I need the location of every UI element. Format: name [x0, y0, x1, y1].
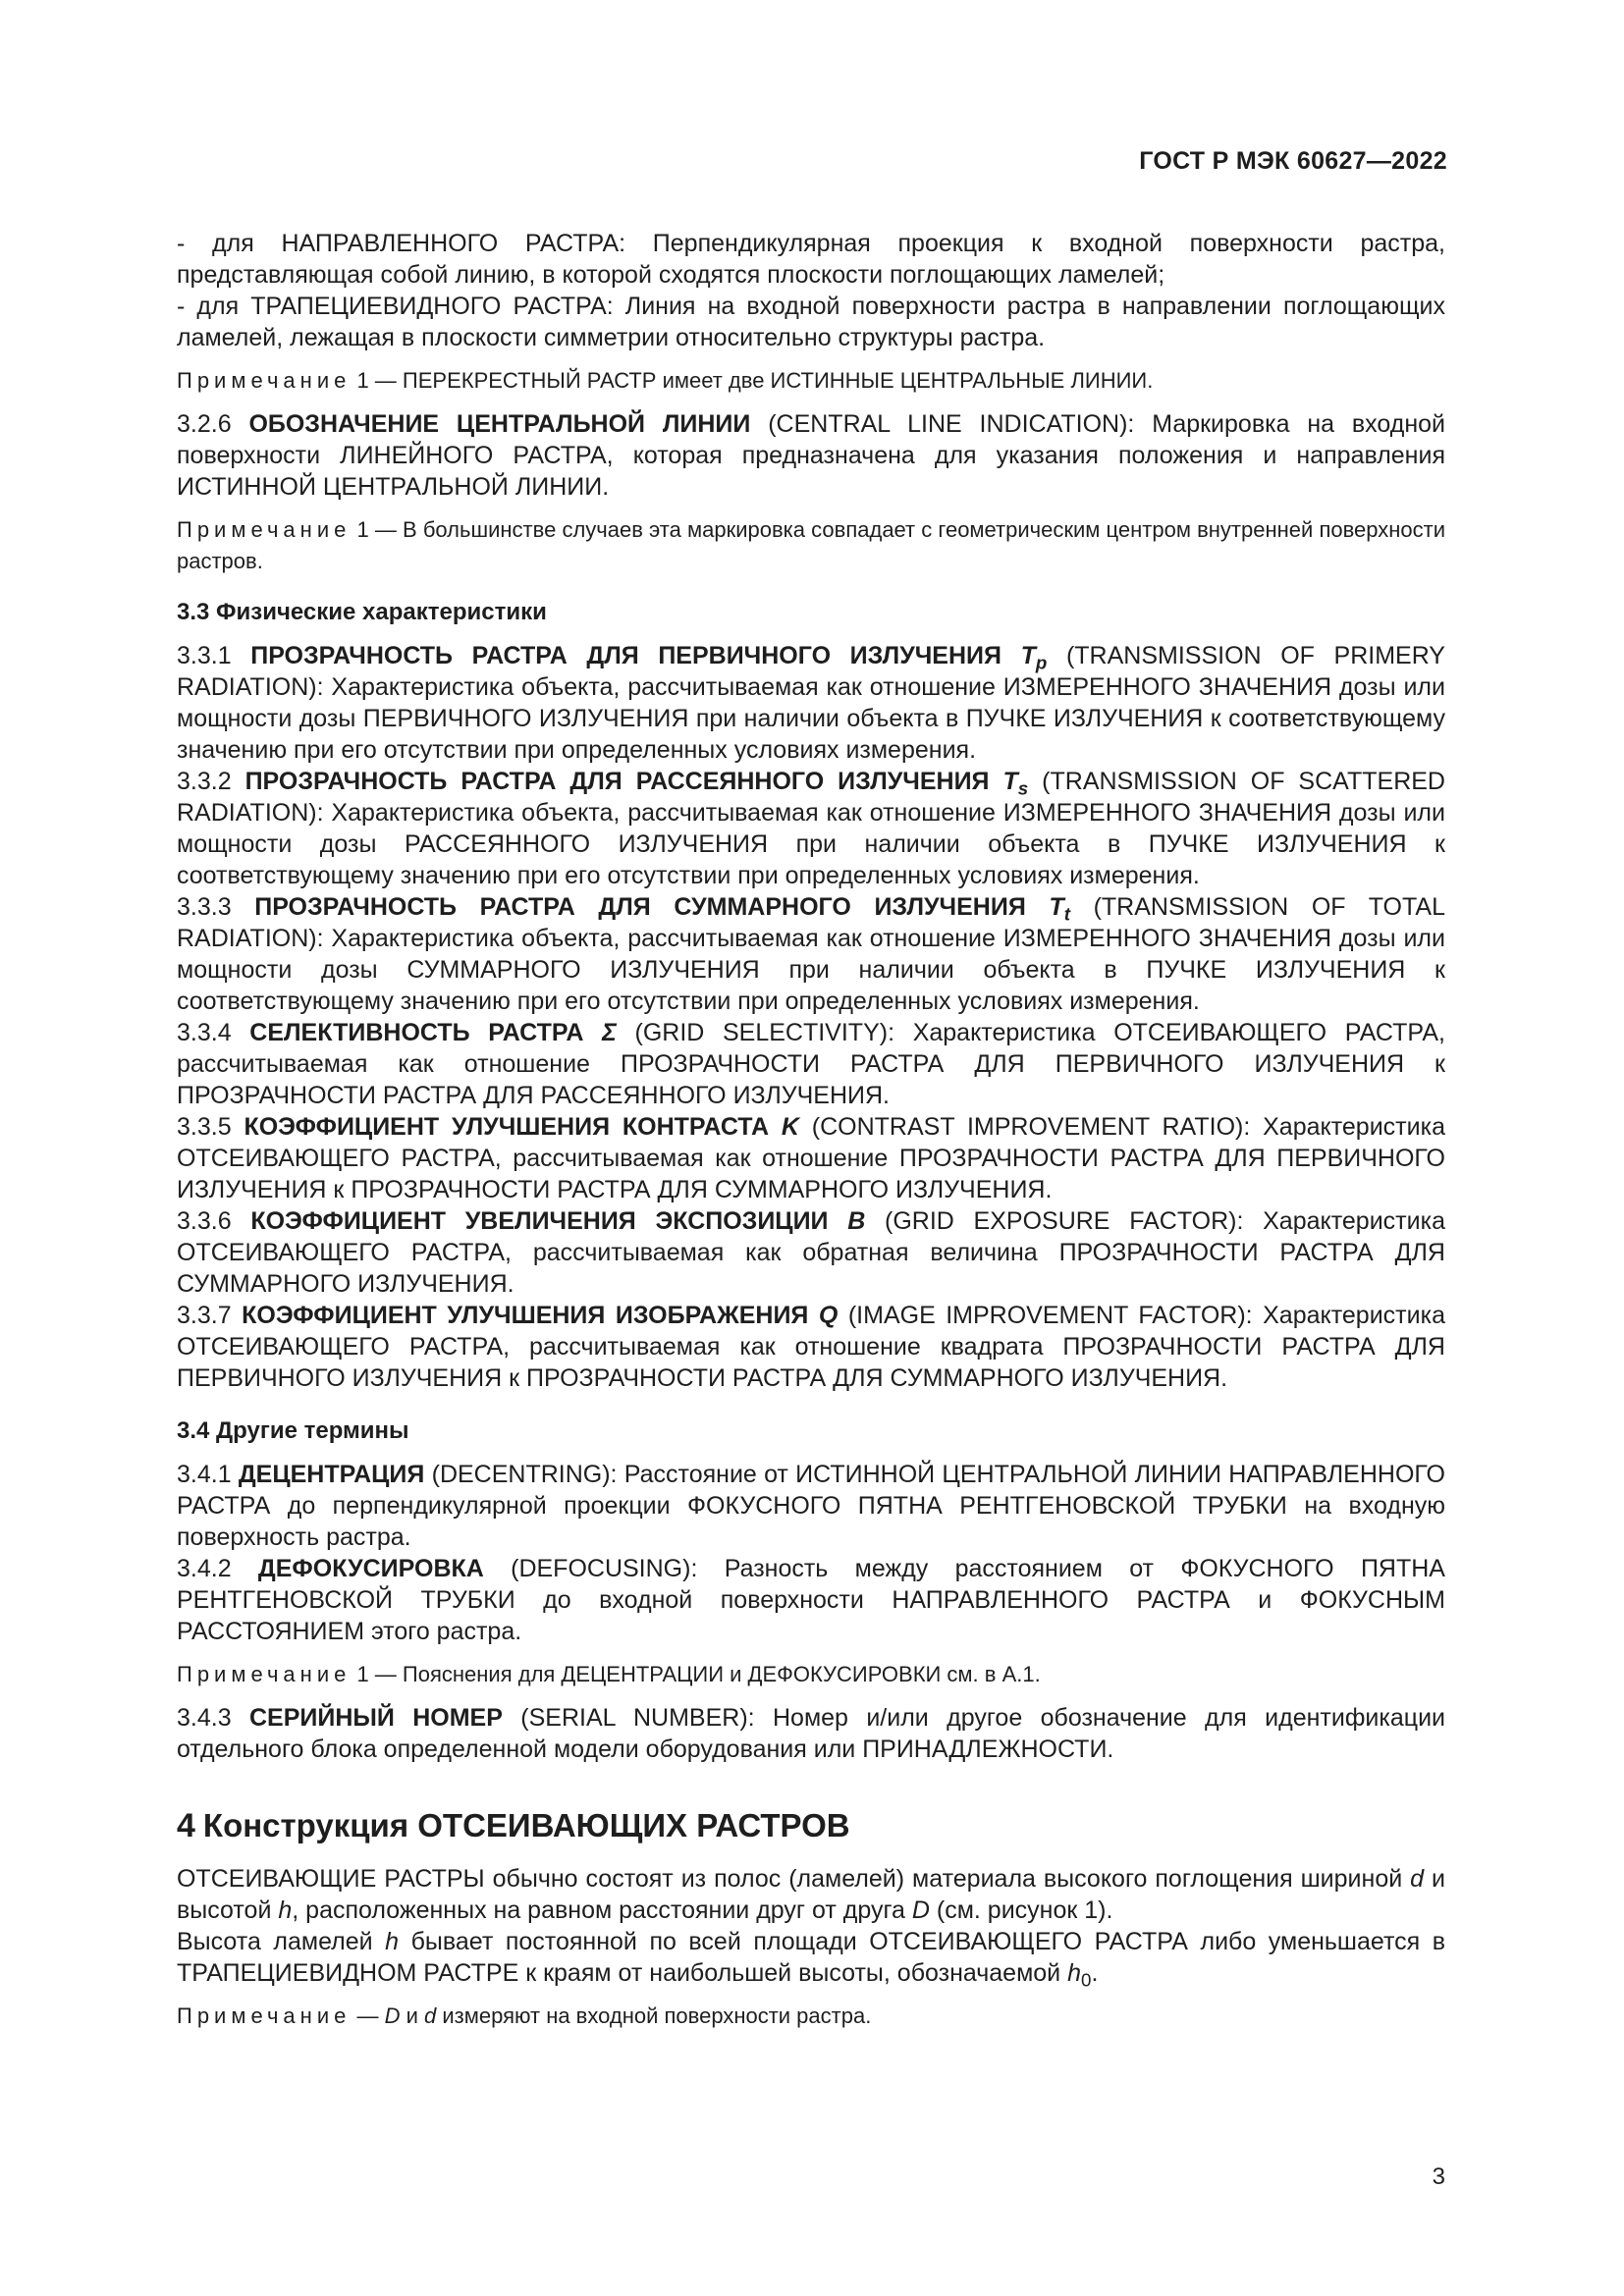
note-text: 1 — В большинстве случаев эта маркировка совпадает с геометрическим центром внутренней поверхности растров. — [177, 517, 1445, 573]
symbol-D: D — [911, 1896, 930, 1924]
term-symbol-subscript: t — [1063, 903, 1070, 925]
note-label: Примечание — [177, 368, 352, 393]
note-marking — [177, 514, 1445, 577]
note-label: Примечание — [177, 517, 352, 542]
term-3-3-1 — [177, 640, 1445, 766]
term-text: (TRANSMISSION OF TOTAL RADIATION): Характеристика объекта, рассчитываемая как отношение ИЗМЕРЕННОГО ЗНАЧЕНИЯ дозы или мощности дозы СУММАРНОГО ИЗЛУЧЕНИЯ при наличии объекта в ПУЧКЕ ИЗЛУЧЕНИЯ к соответствующему значению при его отсутствии при определенных условиях измерения. — [177, 893, 1445, 1015]
term-3-3-4 — [177, 1017, 1445, 1111]
term-name: ПРОЗРАЧНОСТЬ РАСТРА ДЛЯ РАССЕЯННОГО ИЗЛУЧЕНИЯ — [244, 768, 1003, 795]
subsection-3-3-items — [177, 640, 1445, 1394]
text: , расположенных на равном расстоянии друг от друга — [292, 1896, 912, 1924]
term-name: ПРОЗРАЧНОСТЬ РАСТРА ДЛЯ ПЕРВИЧНОГО ИЗЛУЧЕНИЯ — [250, 642, 1021, 669]
term-name: СЕЛЕКТИВНОСТЬ РАСТРА — [249, 1019, 603, 1046]
term-text: (CONTRAST IMPROVEMENT RATIO): Характеристика ОТСЕИВАЮЩЕГО РАСТРА, рассчитываемая как отношение ПРОЗРАЧНОСТИ РАСТРА ДЛЯ ПЕРВИЧНОГО ИЗЛУЧЕНИЯ к ПРОЗРАЧНОСТИ РАСТРА ДЛЯ СУММАРНОГО ИЗЛУЧЕНИЯ. — [177, 1113, 1445, 1203]
term-symbol: T — [1020, 642, 1036, 669]
text: бывает постоянной по всей площади ОТСЕИВАЮЩЕГО РАСТРА либо уменьшается в ТРАПЕЦИЕВИДНОМ РАСТРЕ к краям от наибольшей высоты, обозначаемой — [177, 1928, 1445, 1987]
paragraph-trapezoid-grid — [177, 291, 1445, 353]
term-3-3-7 — [177, 1300, 1445, 1394]
note-text: и — [400, 2003, 424, 2028]
page-content — [177, 228, 1445, 2044]
term-number: 3.3.6 — [177, 1207, 251, 1235]
term-text: (GRID EXPOSURE FACTOR): Характеристика ОТСЕИВАЮЩЕГО РАСТРА, рассчитываемая как обратная величина ПРОЗРАЧНОСТИ РАСТРА ДЛЯ СУММАРНОГО ИЗЛУЧЕНИЯ. — [177, 1207, 1445, 1298]
term-name: КОЭФФИЦИЕНТ УЛУЧШЕНИЯ КОНТРАСТА — [244, 1113, 782, 1141]
paragraph-lamella-height — [177, 1926, 1445, 1989]
page-number: 3 — [1432, 2163, 1445, 2190]
term-name: ДЕФОКУСИРОВКА — [257, 1555, 484, 1582]
term-name: КОЭФФИЦИЕНТ УВЕЛИЧЕНИЯ ЭКСПОЗИЦИИ — [250, 1207, 848, 1235]
term-symbol: Σ — [602, 1019, 617, 1046]
term-name: ОБОЗНАЧЕНИЕ ЦЕНТРАЛЬНОЙ ЛИНИИ — [248, 410, 751, 438]
term-text: (SERIAL NUMBER): Номер и/или другое обозначение для идентификации отдельного блока определенной модели оборудования или ПРИНАДЛЕЖНОСТИ. — [177, 1704, 1445, 1763]
term-symbol: B — [847, 1207, 866, 1235]
term-text: (DEFOCUSING): Разность между расстоянием от ФОКУСНОГО ПЯТНА РЕНТГЕНОВСКОЙ ТРУБКИ до входной поверхности НАПРАВЛЕННОГО РАСТРА и ФОКУСНЫМ РАССТОЯНИЕМ этого растра. — [177, 1555, 1445, 1645]
note-label: Примечание — [177, 1662, 352, 1686]
symbol-d: d — [1410, 1865, 1425, 1893]
term-text: (CENTRAL LINE INDICATION): Маркировка на входной поверхности ЛИНЕЙНОГО РАСТРА, которая предназначена для указания положения и направления ИСТИННОЙ ЦЕНТРАЛЬНОЙ ЛИНИИ. — [177, 410, 1445, 501]
term-text: (DECENTRING): Расстояние от ИСТИННОЙ ЦЕНТРАЛЬНОЙ ЛИНИИ НАПРАВЛЕННОГО РАСТРА до перпендикулярной проекции ФОКУСНОГО ПЯТНА РЕНТГЕНОВСКОЙ ТРУБКИ на входную поверхность растра. — [177, 1461, 1445, 1551]
text: - для ТРАПЕЦИЕВИДНОГО РАСТРА: Линия на входной поверхности растра в направлении поглощающих ламелей, лежащая в плоскости симметрии относительно структуры растра. — [177, 293, 1445, 351]
term-3-3-5 — [177, 1111, 1445, 1205]
term-name: ДЕЦЕНТРАЦИЯ — [238, 1461, 425, 1488]
note-measurement — [177, 2001, 1445, 2032]
term-3-4-1 — [177, 1459, 1445, 1553]
term-3-3-3 — [177, 891, 1445, 1017]
term-number: 3.4.2 — [177, 1555, 258, 1582]
term-symbol: K — [781, 1113, 799, 1141]
term-text: (TRANSMISSION OF PRIMERY RADIATION): Характеристика объекта, рассчитываемая как отношение ИЗМЕРЕННОГО ЗНАЧЕНИЯ дозы или мощности дозы ПЕРВИЧНОГО ИЗЛУЧЕНИЯ при наличии объекта в ПУЧКЕ ИЗЛУЧЕНИЯ к соответствующему значению при его отсутствии при определенных условиях измерения. — [177, 642, 1445, 764]
note-decentring — [177, 1659, 1445, 1690]
term-text: (TRANSMISSION OF SCATTERED RADIATION): Характеристика объекта, рассчитываемая как отношение ИЗМЕРЕННОГО ЗНАЧЕНИЯ дозы или мощности дозы РАССЕЯННОГО ИЗЛУЧЕНИЯ при наличии объекта в ПУЧКЕ ИЗЛУЧЕНИЯ к соответствующему значению при его отсутствии при определенных условиях измерения. — [177, 768, 1445, 889]
text: Высота ламелей — [177, 1928, 386, 1955]
subsection-title-3-3: 3.3 Физические характеристики — [177, 599, 547, 625]
term-symbol: T — [1049, 893, 1064, 921]
section-title-4 — [177, 1806, 1445, 1845]
note-text: — — [351, 2003, 385, 2028]
text: - для НАПРАВЛЕННОГО РАСТРА: Перпендикулярная проекция к входной поверхности растра, представляющая собой линию, в которой сходятся плоскости поглощающих ламелей; — [177, 230, 1445, 289]
term-name: ПРОЗРАЧНОСТЬ РАСТРА ДЛЯ СУММАРНОГО ИЗЛУЧЕНИЯ — [254, 893, 1050, 921]
term-symbol-subscript: s — [1017, 777, 1029, 799]
note-text: 1 — ПЕРЕКРЕСТНЫЙ РАСТР имеет две ИСТИННЫЕ ЦЕНТРАЛЬНЫЕ ЛИНИИ. — [351, 368, 1154, 393]
term-3-2-6 — [177, 408, 1445, 503]
term-3-4-2 — [177, 1553, 1445, 1647]
symbol-D: D — [384, 2003, 401, 2028]
standard-header: ГОСТ Р МЭК 60627—2022 — [1139, 147, 1447, 175]
term-number: 3.4.1 — [177, 1461, 239, 1488]
term-3-3-2 — [177, 766, 1445, 891]
term-number: 3.3.2 — [177, 768, 245, 795]
subsection-title-3-4: 3.4 Другие термины — [177, 1417, 409, 1444]
note-cross-grid — [177, 365, 1445, 397]
symbol-d: d — [423, 2003, 437, 2028]
term-number: 3.3.1 — [177, 642, 251, 669]
symbol-h0: h — [1067, 1959, 1081, 1987]
term-name: КОЭФФИЦИЕНТ УЛУЧШЕНИЯ ИЗОБРАЖЕНИЯ — [242, 1302, 819, 1329]
term-text: (GRID SELECTIVITY): Характеристика ОТСЕИВАЮЩЕГО РАСТРА, рассчитываемая как отношение ПРОЗРАЧНОСТИ РАСТРА ДЛЯ ПЕРВИЧНОГО ИЗЛУЧЕНИЯ к ПРОЗРАЧНОСТИ РАСТРА ДЛЯ РАССЕЯННОГО ИЗЛУЧЕНИЯ. — [177, 1019, 1446, 1109]
term-text: (IMAGE IMPROVEMENT FACTOR): Характеристика ОТСЕИВАЮЩЕГО РАСТРА, рассчитываемая как отношение квадрата ПРОЗРАЧНОСТИ РАСТРА ДЛЯ ПЕРВИЧНОГО ИЗЛУЧЕНИЯ к ПРОЗРАЧНОСТИ РАСТРА ДЛЯ СУММАРНОГО ИЗЛУЧЕНИЯ. — [177, 1302, 1445, 1392]
term-symbol: T — [1002, 768, 1018, 795]
note-label: Примечание — [177, 2003, 352, 2028]
term-number: 3.3.3 — [177, 893, 255, 921]
term-name: СЕРИЙНЫЙ НОМЕР — [249, 1704, 503, 1732]
symbol-h: h — [278, 1896, 293, 1924]
term-symbol: Q — [818, 1302, 839, 1329]
term-number: 3.2.6 — [177, 410, 249, 438]
text: (см. рисунок 1). — [929, 1896, 1113, 1924]
note-text: 1 — Пояснения для ДЕЦЕНТРАЦИИ и ДЕФОКУСИРОВКИ см. в А.1. — [351, 1662, 1041, 1686]
text: ОТСЕИВАЮЩИЕ РАСТРЫ обычно состоят из полос (ламелей) материала высокого поглощения шириной — [177, 1865, 1411, 1893]
note-text: измеряют на входной поверхности растра. — [436, 2003, 872, 2028]
symbol-h: h — [385, 1928, 400, 1955]
term-number: 3.3.4 — [177, 1019, 250, 1046]
text: . — [1091, 1959, 1099, 1987]
section-number: 4 — [177, 1807, 195, 1844]
term-3-3-6 — [177, 1205, 1445, 1300]
term-number: 3.3.7 — [177, 1302, 243, 1329]
text: и высотой — [177, 1865, 1445, 1924]
term-number: 3.4.3 — [177, 1704, 249, 1732]
term-number: 3.3.5 — [177, 1113, 244, 1141]
term-3-4-3 — [177, 1702, 1445, 1765]
paragraph-grid-construction — [177, 1863, 1445, 1926]
term-symbol-subscript: p — [1035, 652, 1048, 673]
section-name: Конструкция ОТСЕИВАЮЩИХ РАСТРОВ — [202, 1807, 850, 1843]
subscript: 0 — [1081, 1969, 1092, 1991]
paragraph-directed-grid — [177, 228, 1445, 291]
